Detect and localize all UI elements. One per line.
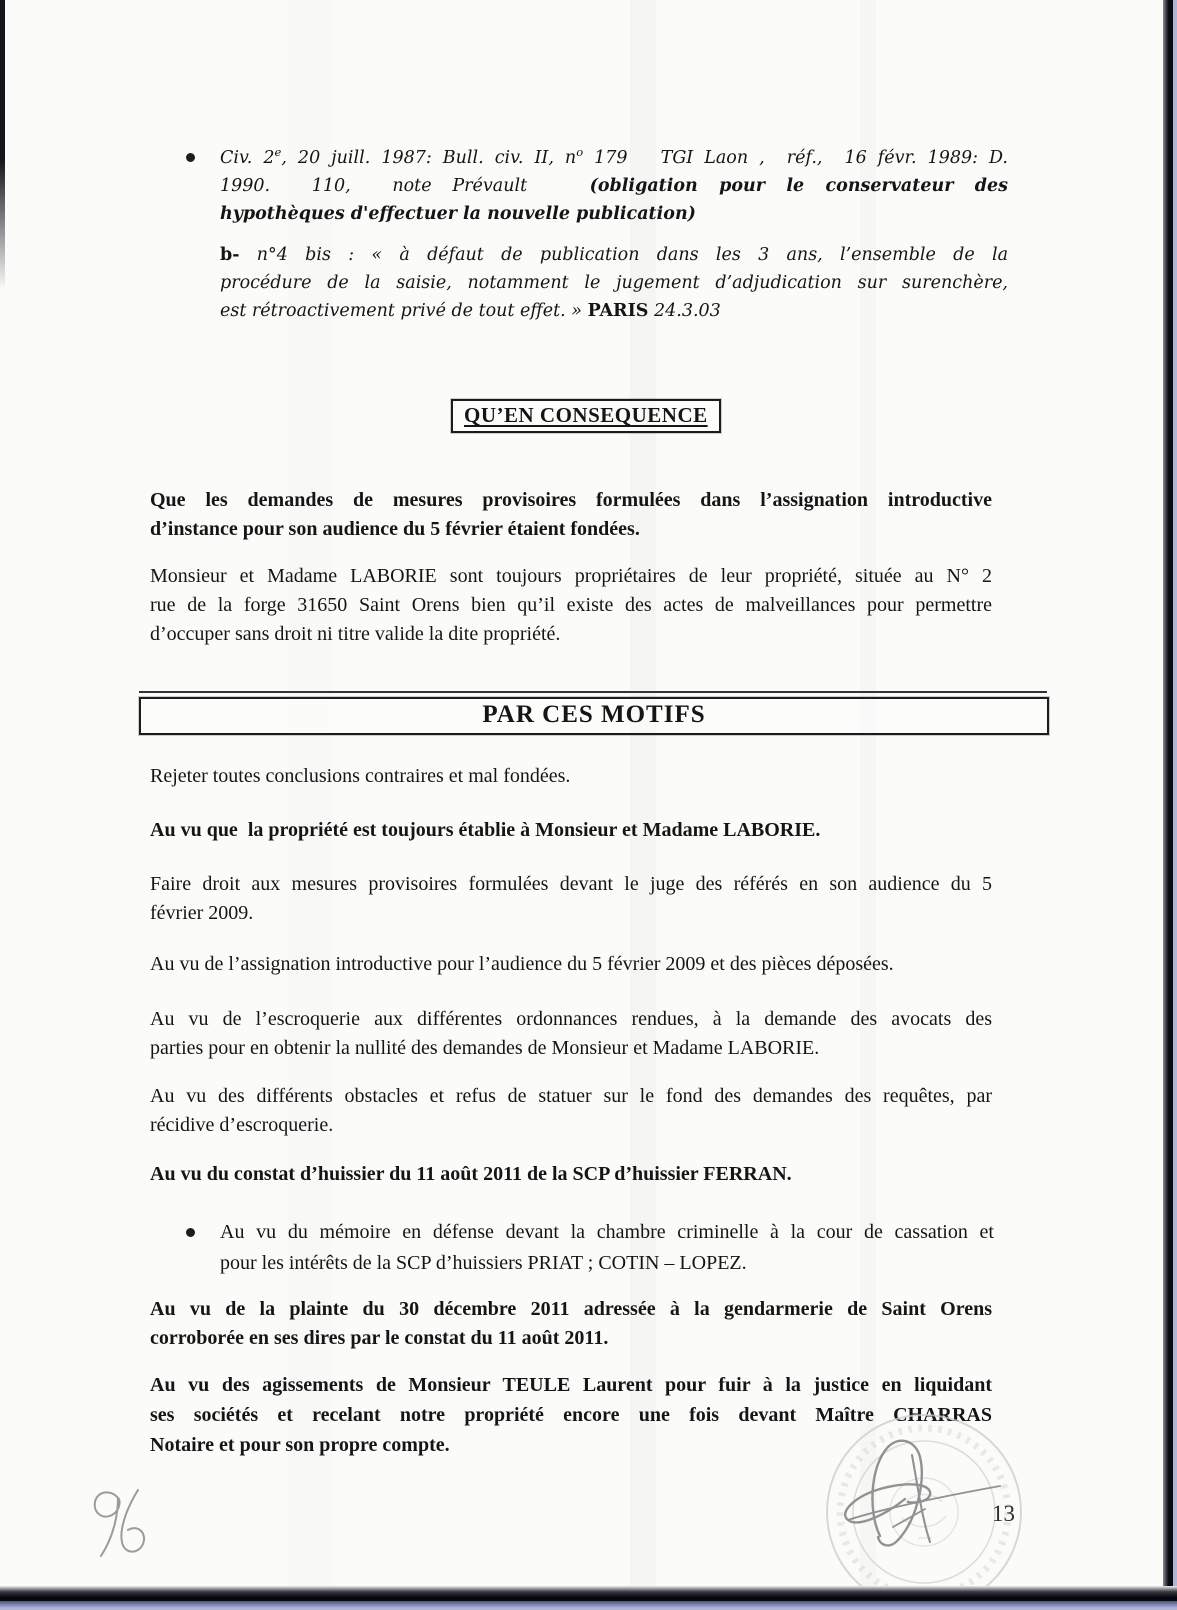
memoire-bullet-item: Au vu du mémoire en défense devant la chambre criminelle à la cour de cassation et pour les intérêts de la SCP d’huissiers PRIAT ; COTIN – LOPEZ. bbox=[220, 1217, 994, 1279]
citation-line-3: hypothèques d'effectuer la nouvelle publication) bbox=[220, 204, 696, 224]
section-title-motifs: PAR CES MOTIFS bbox=[139, 697, 1049, 735]
quote-line-1: b- n°4 bis : « à défaut de publication dans les 3 ans, l’ensemble de la bbox=[220, 245, 1008, 265]
quotation-paragraph bbox=[220, 241, 1008, 325]
paragraph-propriete-etablie: Au vu que la propriété est toujours établie à Monsieur et Madame LABORIE. bbox=[150, 819, 821, 841]
horizontal-rule bbox=[139, 691, 1047, 693]
paragraph-rejeter: Rejeter toutes conclusions contraires et mal fondées. bbox=[150, 765, 571, 787]
page-number: 13 bbox=[992, 1501, 1015, 1526]
citation-bullet-item bbox=[220, 144, 1008, 228]
scan-edge-right-outer bbox=[1173, 0, 1177, 1610]
paragraph-constat-huissier: Au vu du constat d’huissier du 11 août 2011 de la SCP d’huissier FERRAN. bbox=[150, 1163, 792, 1185]
quote-line-2: procédure de la saisie, notamment le jugement d’adjudication sur surenchère, bbox=[220, 273, 1008, 293]
paragraph-agissements-teule: Au vu des agissements de Monsieur TEULE Laurent pour fuir à la justice en liquidant ses sociétés et recelant notre propriété encore une fois devant Maître CHARRAS Notaire et pour son propre compte. bbox=[150, 1374, 992, 1456]
handwritten-mark bbox=[88, 1484, 150, 1564]
paragraph-laborie-proprietaires: Monsieur et Madame LABORIE sont toujours propriétaires de leur propriété, située au N° 2 rue de la forge 31650 Saint Orens bien qu’il existe des actes de malveillances pour permettre d’occuper sans droit ni titre valide la dite propriété. bbox=[150, 565, 992, 645]
citation-line-2: 1990. 110, note Prévault (obligation pour le conservateur des bbox=[220, 176, 1008, 196]
bullet-icon bbox=[186, 1228, 195, 1237]
signature bbox=[830, 1426, 1026, 1558]
citation-line-1: Civ. 2e, 20 juill. 1987: Bull. civ. II, $n^o$ 179 TGI Laon , réf., 16 févr. 1989: D. bbox=[220, 145, 1008, 168]
paragraph-demandes: Que les demandes de mesures provisoires formulées dans l’assignation introductive d’instance pour son audience du 5 février étaient fondées. bbox=[150, 489, 992, 540]
paragraph-escroquerie: Au vu de l’escroquerie aux différentes ordonnances rendues, à la demande des avocats des parties pour en obtenir la nullité des demandes de Monsieur et Madame LABORIE. bbox=[150, 1008, 992, 1059]
scan-edge-left bbox=[0, 0, 5, 290]
section-title-consequence: QU’EN CONSEQUENCE bbox=[451, 399, 721, 433]
paragraph-faire-droit: Faire droit aux mesures provisoires formulées devant le juge des référés en son audience du 5 février 2009. bbox=[150, 873, 992, 924]
quote-line-3: est rétroactivement privé de tout effet. » PARIS 24.3.03 bbox=[220, 301, 721, 321]
paragraph-plainte-gendarmerie: Au vu de la plainte du 30 décembre 2011 adressée à la gendarmerie de Saint Orens corroborée en ses dires par le constat du 11 août 2011. bbox=[150, 1298, 992, 1349]
scan-edge-right bbox=[1163, 0, 1173, 1610]
paragraph-obstacles: Au vu des différents obstacles et refus de statuer sur le fond des demandes des requêtes, par récidive d’escroquerie. bbox=[150, 1085, 992, 1136]
bullet-icon bbox=[186, 153, 195, 162]
paragraph-assignation: Au vu de l’assignation introductive pour l’audience du 5 février 2009 et des pièces déposées. bbox=[150, 953, 894, 975]
